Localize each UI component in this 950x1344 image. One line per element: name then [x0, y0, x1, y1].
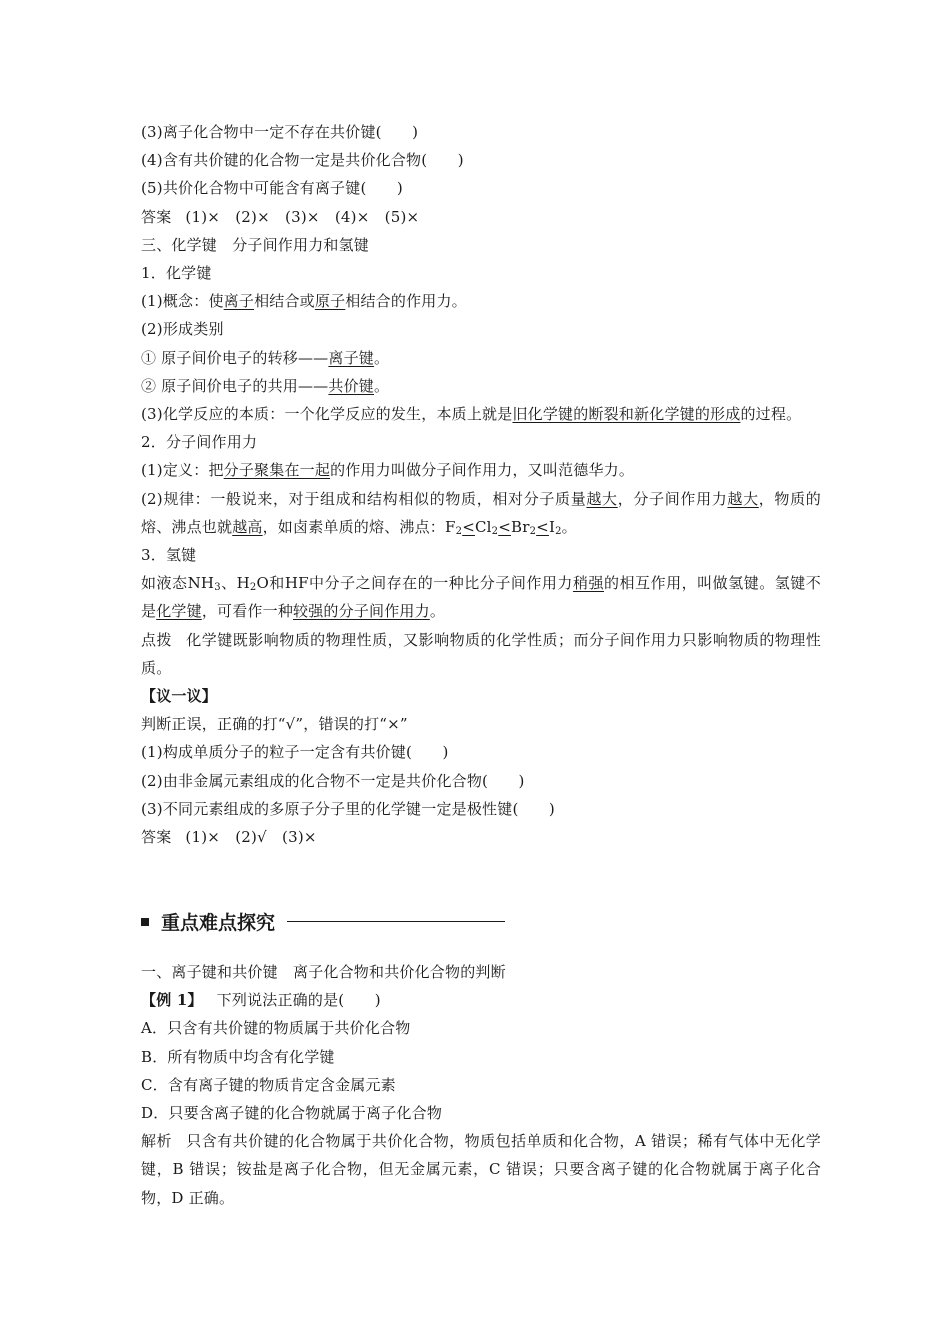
discuss-heading: 【议一议】 — [141, 687, 218, 706]
essence-paragraph: (3)化学反应的本质：一个化学反应的发生，本质上就是旧化学键的断裂和新化学键的形成的过程。 — [141, 405, 802, 424]
judge-instruction: 判断正误，正确的打“√”，错误的打“×” — [141, 715, 408, 734]
answer-line — [141, 203, 821, 231]
answer-line: 答案 (1)× (2)√ (3)× — [141, 828, 317, 847]
section-heading — [141, 908, 505, 935]
analysis-paragraph: 解析 只含有共价键的化合物属于共价化合物，物质包括单质和化合物，A 错误；稀有气体中无化学键，B 错误；铵盐是离子化合物，但无金属元素，C 错误；只要含离子键的化合物就属于离子化合物，D 正确。 — [141, 1132, 821, 1207]
question-line: (1)构成单质分子的粒子一定含有共价键( ) — [141, 743, 449, 762]
subsection-title: 一、离子键和共价键 离子化合物和共价化合物的判断 — [141, 963, 506, 981]
formula-h2o: $H_2O$ — [236, 574, 269, 594]
formula-f2: $F_2$ — [445, 517, 463, 537]
answer-label: 答案 — [141, 207, 172, 226]
formula-cl2: $Cl_2$ — [474, 517, 499, 537]
heading-hydrogen-bond: 3．氢键 — [141, 546, 197, 565]
document-body — [141, 118, 821, 851]
formula-i2: $I_2$ — [548, 517, 562, 537]
form-line-2: ② 原子间价电子的共用——共价键。 — [141, 376, 390, 395]
option-c: C．含有离子键的物质肯定含金属元素 — [141, 1075, 396, 1094]
question-line: (2)由非金属元素组成的化合物不一定是共价化合物( ) — [141, 771, 525, 790]
hydrogen-bond-paragraph: 如液态$NH_3$、$H_2O$和HF中分子之间存在的一种比分子间作用力稍强的相互作用，叫做氢键。氢键不是化学键，可看作一种较强的分子间作用力。 — [141, 574, 822, 621]
formula-br2: $Br_2$ — [511, 517, 537, 537]
question-line: (5)共价化合物中可能含有离子键( ) — [141, 179, 403, 198]
square-bullet-icon — [141, 918, 149, 926]
question-line: (3)不同元素组成的多原子分子里的化学键一定是极性键( ) — [141, 799, 555, 818]
form-line-1: ① 原子间价电子的转移——离子键。 — [141, 348, 390, 367]
form-type-line: (2)形成类别 — [141, 320, 224, 339]
answer-items: (1)× (2)× (3)× (4)× (5)× — [185, 207, 420, 226]
section-title: 三、化学键 分子间作用力和氢键 — [141, 235, 370, 254]
section-heading-title: 重点难点探究 — [161, 912, 276, 934]
question-line: (3)离子化合物中一定不存在共价键( ) — [141, 123, 419, 141]
rule-paragraph: (2)规律：一般说来，对于组成和结构相似的物质，相对分子质量越大，分子间作用力越大，物质的熔、沸点也就越高，如卤素单质的熔、沸点：$F_2<Cl_2<Br_2<I_2$。 — [141, 489, 821, 537]
option-d: D．只要含离子键的化合物就属于离子化合物 — [141, 1104, 443, 1123]
heading-chemical-bond: 1．化学键 — [141, 264, 212, 283]
heading-rule — [287, 921, 505, 922]
heading-intermolecular: 2．分子间作用力 — [141, 433, 258, 452]
tip-paragraph: 点拨 化学键既影响物质的物理性质，又影响物质的化学性质；而分子间作用力只影响物质的物理性质。 — [141, 630, 821, 677]
formula-nh3: $NH_3$ — [187, 574, 221, 594]
definition-line: (1)定义：把分子聚集在一起的作用力叫做分子间作用力，又叫范德华力。 — [141, 461, 635, 480]
example-line: 【例 1】 下列说法正确的是( ) — [141, 991, 381, 1010]
option-b: B．所有物质中均含有化学键 — [141, 1047, 335, 1066]
question-line: (4)含有共价键的化合物一定是共价化合物( ) — [141, 151, 464, 170]
document-body-2 — [141, 958, 821, 1212]
concept-line: (1)概念：使离子相结合或原子相结合的作用力。 — [141, 292, 467, 311]
option-a: A．只含有共价键的物质属于共价化合物 — [141, 1019, 411, 1038]
